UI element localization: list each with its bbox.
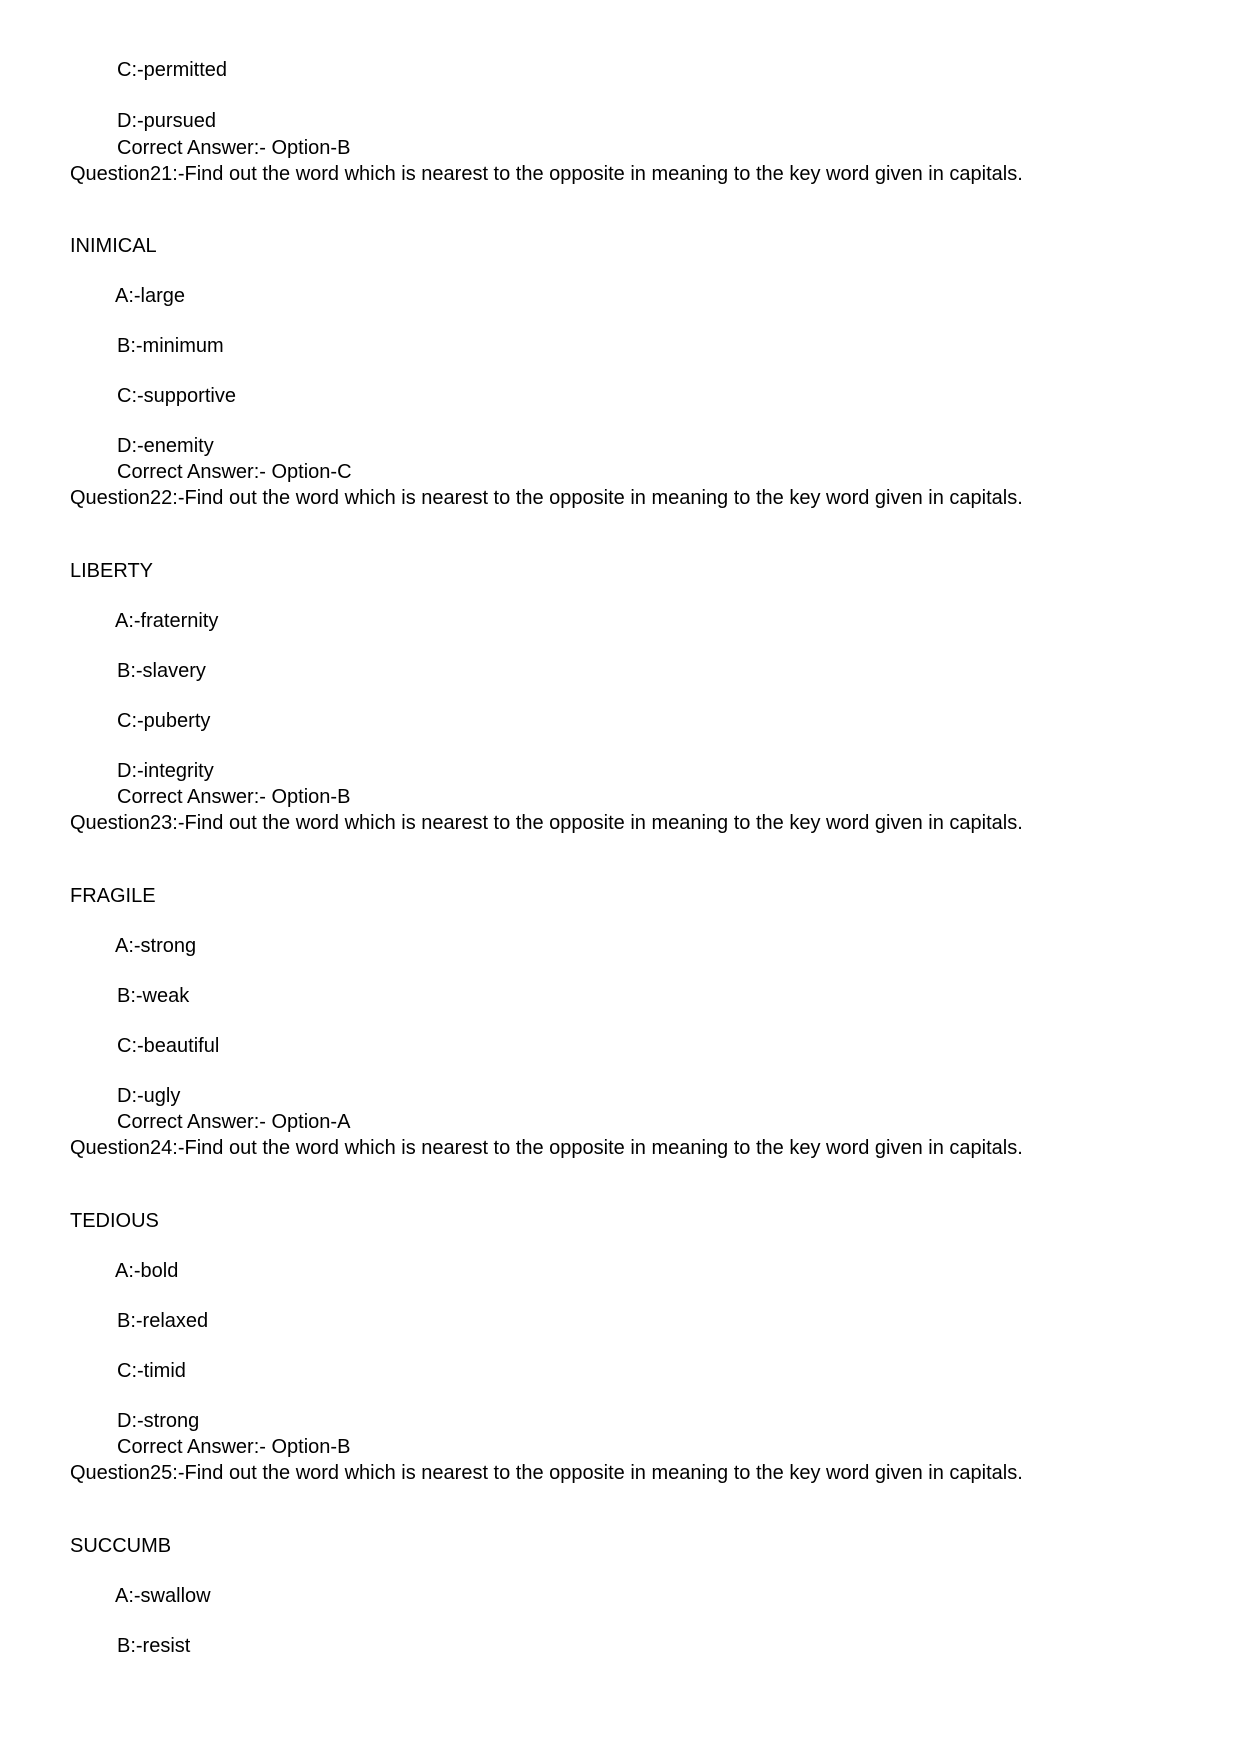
option-c: C:-beautiful	[117, 1035, 220, 1057]
correct-answer: Correct Answer:- Option-B	[117, 1436, 351, 1458]
option-a: A:-fraternity	[115, 610, 219, 632]
key-word: INIMICAL	[70, 235, 157, 257]
option-b: B:-resist	[117, 1635, 191, 1657]
option-c: C:-puberty	[117, 710, 211, 732]
option-d: D:-enemity	[117, 435, 214, 457]
option-a: A:-bold	[115, 1260, 179, 1282]
option-c: C:-permitted	[117, 59, 228, 81]
key-word: LIBERTY	[70, 560, 153, 582]
correct-answer: Correct Answer:- Option-B	[117, 137, 351, 159]
correct-answer: Correct Answer:- Option-B	[117, 786, 351, 808]
key-word: FRAGILE	[70, 885, 156, 907]
key-word: SUCCUMB	[70, 1535, 172, 1557]
option-b: B:-minimum	[117, 335, 224, 357]
correct-answer: Correct Answer:- Option-C	[117, 461, 352, 483]
question-text: Question24:-Find out the word which is nearest to the opposite in meaning to the key word given in capitals.	[70, 1137, 1023, 1159]
option-a: A:-strong	[115, 935, 197, 957]
option-b: B:-weak	[117, 985, 190, 1007]
option-d: D:-integrity	[117, 760, 214, 782]
option-d: D:-ugly	[117, 1085, 181, 1107]
option-c: C:-timid	[117, 1360, 186, 1382]
option-b: B:-relaxed	[117, 1310, 209, 1332]
option-b: B:-slavery	[117, 660, 206, 682]
question-text: Question25:-Find out the word which is nearest to the opposite in meaning to the key word given in capitals.	[70, 1462, 1023, 1484]
option-a: A:-large	[115, 285, 186, 307]
question-text: Question22:-Find out the word which is nearest to the opposite in meaning to the key word given in capitals.	[70, 487, 1023, 509]
option-c: C:-supportive	[117, 385, 236, 407]
option-a: A:-swallow	[115, 1585, 211, 1607]
option-d: D:-strong	[117, 1410, 200, 1432]
key-word: TEDIOUS	[70, 1210, 159, 1232]
question-text: Question21:-Find out the word which is nearest to the opposite in meaning to the key word given in capitals.	[70, 163, 1023, 185]
option-d: D:-pursued	[117, 110, 216, 132]
question-text: Question23:-Find out the word which is nearest to the opposite in meaning to the key word given in capitals.	[70, 812, 1023, 834]
correct-answer: Correct Answer:- Option-A	[117, 1111, 351, 1133]
